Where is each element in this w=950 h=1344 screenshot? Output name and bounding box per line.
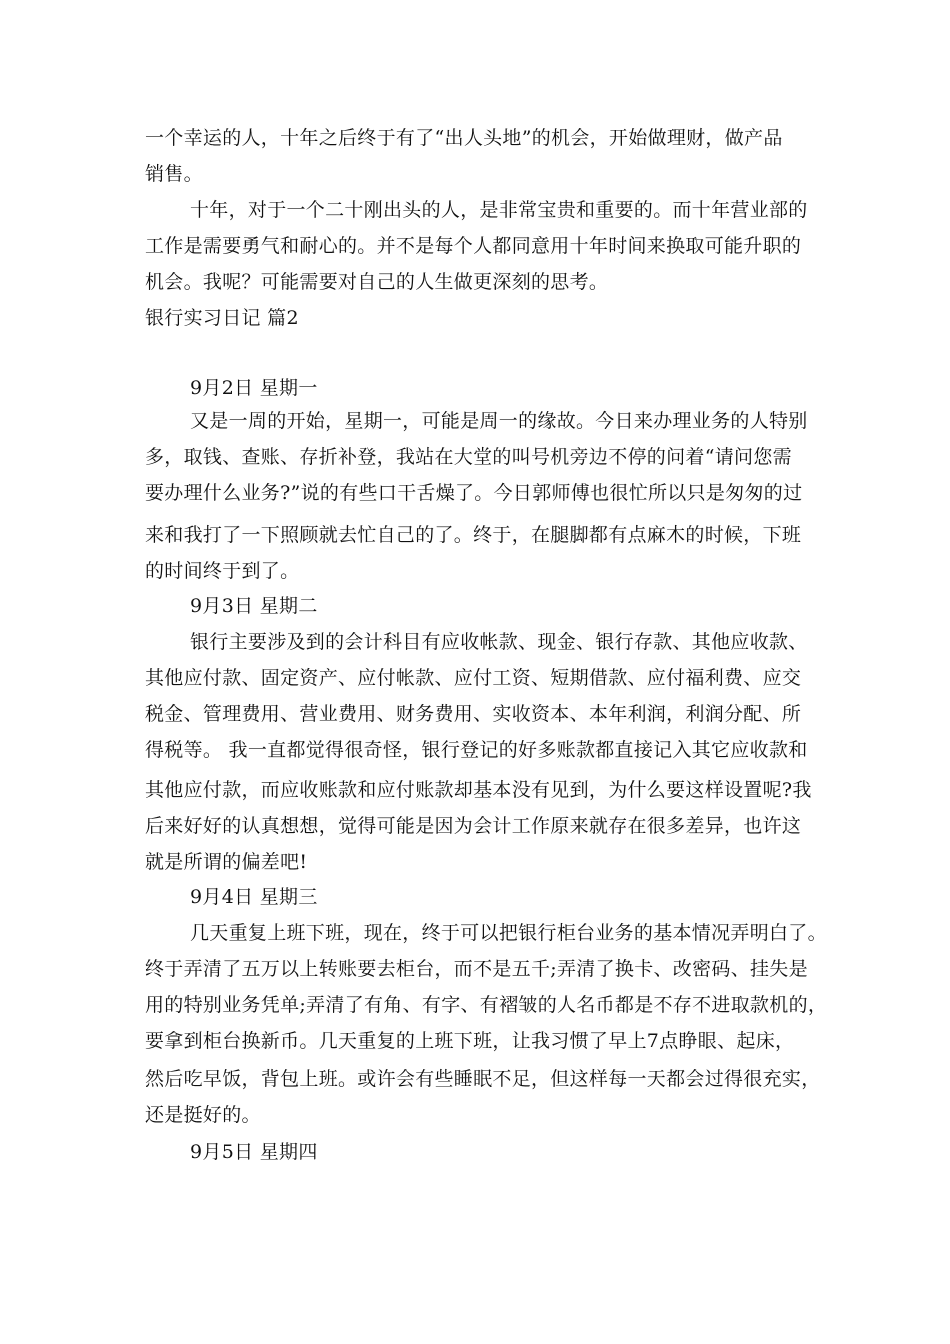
text-line: 就是所谓的偏差吧! bbox=[145, 851, 308, 873]
entry-date: 9月4日 星期三 bbox=[190, 886, 318, 908]
text-line: 机会。我呢？可能需要对自己的人生做更深刻的思考。 bbox=[145, 271, 609, 293]
text-line: 十年，对于一个二十刚出头的人，是非常宝贵和重要的。而十年营业部的 bbox=[190, 199, 808, 221]
text-line: 其他应付款、固定资产、应付帐款、应付工资、短期借款、应付福利费、应交 bbox=[145, 667, 802, 689]
text-line: 要办理什么业务?”说的有些口干舌燥了。今日郭师傅也很忙所以只是匆匆的过 bbox=[145, 482, 803, 504]
text-line: 终于弄清了五万以上转账要去柜台，而不是五千;弄清了换卡、改密码、挂失是 bbox=[145, 958, 808, 980]
text-line: 工作是需要勇气和耐心的。并不是每个人都同意用十年时间来换取可能升职的 bbox=[145, 235, 802, 257]
section-heading: 银行实习日记 篇2 bbox=[145, 307, 299, 329]
text-line: 然后吃早饭，背包上班。或许会有些睡眠不足，但这样每一天都会过得很充实， bbox=[145, 1068, 821, 1090]
text-line: 得税等。 我一直都觉得很奇怪，银行登记的好多账款都直接记入其它应收款和 bbox=[145, 739, 808, 761]
text-line: 销售。 bbox=[145, 163, 203, 185]
text-line: 又是一周的开始，星期一，可能是周一的缘故。今日来办理业务的人特别 bbox=[190, 410, 808, 432]
text-line: 多，取钱、查账、存折补登，我站在大堂的叫号机旁边不停的问着“请问您需 bbox=[145, 446, 792, 468]
text-line: 后来好好的认真想想，觉得可能是因为会计工作原来就存在很多差异，也许这 bbox=[145, 815, 802, 837]
entry-date: 9月2日 星期一 bbox=[190, 377, 318, 399]
text-line: 来和我打了一下照顾就去忙自己的了。终于，在腿脚都有点麻木的时候，下班 bbox=[145, 524, 802, 546]
text-line: 还是挺好的。 bbox=[145, 1104, 261, 1126]
entry-date: 9月3日 星期二 bbox=[190, 595, 318, 617]
text-line: 几天重复上班下班，现在，终于可以把银行柜台业务的基本情况弄明白了。 bbox=[190, 922, 827, 944]
text-line: 其他应付款，而应收账款和应付账款却基本没有见到，为什么要这样设置呢?我 bbox=[145, 779, 812, 801]
entry-date: 9月5日 星期四 bbox=[190, 1141, 318, 1163]
text-line: 用的特别业务凭单;弄清了有角、有字、有褶皱的人名币都是不存不进取款机的， bbox=[145, 994, 828, 1016]
text-line: 税金、管理费用、营业费用、财务费用、实收资本、本年利润，利润分配、所 bbox=[145, 703, 802, 725]
text-line: 银行主要涉及到的会计科目有应收帐款、现金、银行存款、其他应收款、 bbox=[190, 631, 808, 653]
text-line: 一个幸运的人，十年之后终于有了“出人头地”的机会，开始做理财，做产品 bbox=[145, 127, 783, 149]
text-line: 要拿到柜台换新币。几天重复的上班下班，让我习惯了早上7点睁眼、起床， bbox=[145, 1030, 795, 1052]
text-line: 的时间终于到了。 bbox=[145, 560, 300, 582]
